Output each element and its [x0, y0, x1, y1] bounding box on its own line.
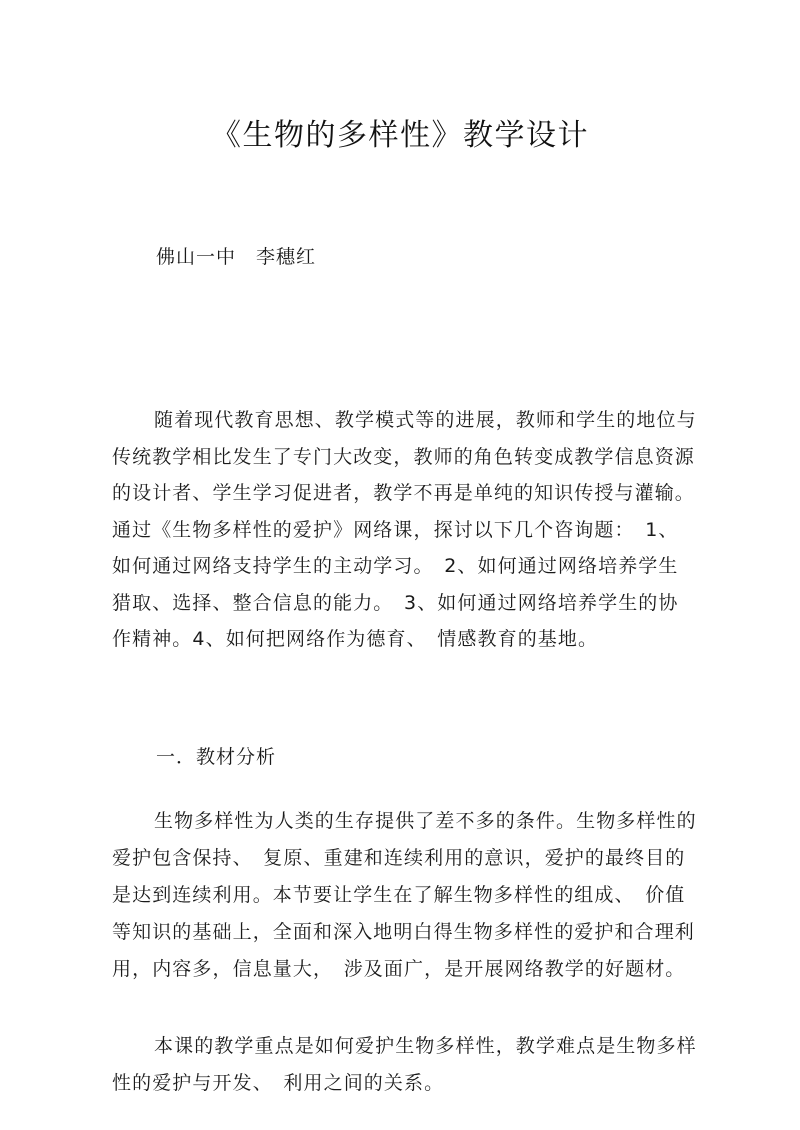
section-heading: 一．教材分析 — [156, 746, 277, 768]
author-line: 佛山一中 李穗红 — [156, 246, 317, 268]
section-paragraph: 生物多样性为人类的生存提供了差不多的条件。生物多样性的爱护包含保持、 复原、重建和连续利用的意识，爱护的最终目的是达到连续利用。本节要让学生在了解生物多样性的组成、 价值等知识的基础上，全面和深入地明白得生物多样性的爱护和合理利用，内容多，信息量大， 涉及面广，是开展网络教学的好题材。 — [112, 810, 697, 980]
section-paragraph: 本课的教学重点是如何爱护生物多样性，教学难点是生物多样性的爱护与开发、 利用之间的关系。 — [112, 1035, 697, 1094]
intro-paragraph: 随着现代教育思想、教学模式等的进展，教师和学生的地位与传统教学相比发生了专门大改变，教师的角色转变成教学信息资源的设计者、学生学习促进者，教学不再是单纯的知识传授与灌输。通过《生物多样性的爱护》网络课，探讨以下几个咨询题： 1、如何通过网络支持学生的主动学习。 2、如何通过网络培养学生猎取、选择、整合信息的能力。 3、如何通过网络培养学生的协作精神。4、如何把网络作为德育、 情感教育的基地。 — [112, 409, 697, 650]
document-title: 《生物的多样性》教学设计 — [211, 118, 589, 153]
